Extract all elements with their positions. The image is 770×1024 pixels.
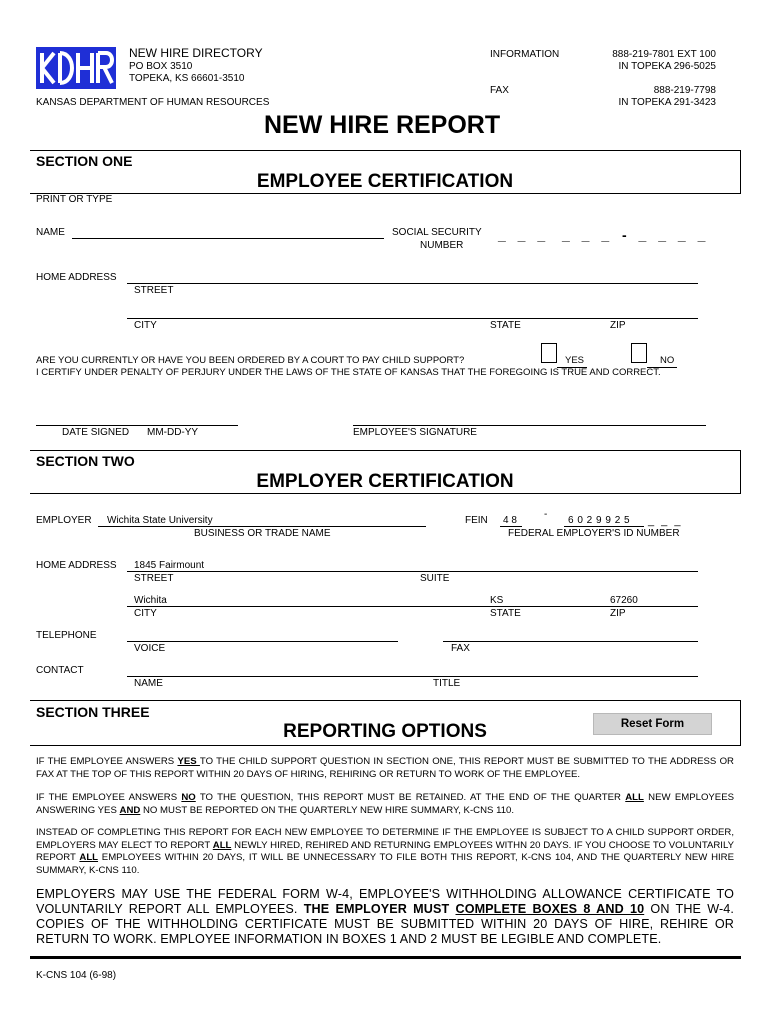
fax-label: FAX <box>490 85 509 96</box>
date-signed-field[interactable] <box>36 425 238 426</box>
date-signed-label: DATE SIGNED <box>62 427 130 438</box>
employer-street-value[interactable]: 1845 Fairmount <box>134 560 205 571</box>
reporting-paragraph-4 <box>36 887 734 947</box>
employee-name-label: NAME <box>36 227 65 238</box>
contact-label: CONTACT <box>36 665 84 676</box>
print-or-type-note: PRINT OR TYPE <box>36 194 113 205</box>
page-title: NEW HIRE REPORT <box>264 111 501 139</box>
ssn-field-group1[interactable]: _ _ _ <box>498 227 550 243</box>
p3-text-c: EMPLOYEES WITHIN 20 DAYS, IT WILL BE UNNECESSARY TO FILE BOTH THIS REPORT, K-CNS 104, AND THE QUARTERLY NEW HIRE SUMMARY, K-CNS 110. <box>36 852 735 876</box>
p4-boxes-emphasis: COMPLETE BOXES 8 AND 10 <box>455 902 645 916</box>
employer-name-value[interactable]: Wichita State University <box>107 515 213 526</box>
employee-signature-label: EMPLOYEE'S SIGNATURE <box>353 427 477 438</box>
employer-city-value[interactable]: Wichita <box>134 595 167 606</box>
voice-phone-field[interactable] <box>127 641 398 642</box>
p4-text-a: EMPLOYERS MAY USE THE FEDERAL FORM W-4, EMPLOYEE'S WITHHOLDING ALLOWANCE CERTIFICATE TO VOLUNTARILY REPORT ALL EMPLOYEES. <box>36 887 734 916</box>
fax-local-phone: IN TOPEKA 291-3423 <box>618 97 716 108</box>
fax-phone-label: FAX <box>451 643 470 654</box>
p2-text-c: NEW EMPLOYEES ANSWERING YES <box>36 792 735 816</box>
employer-home-address-label: HOME ADDRESS <box>36 560 117 571</box>
agency-address-line2: TOPEKA, KS 66601-3510 <box>129 73 245 84</box>
employee-state-label: STATE <box>490 320 521 331</box>
form-number: K-CNS 104 (6-98) <box>36 970 117 981</box>
employee-name-field[interactable] <box>72 238 384 239</box>
child-support-question: ARE YOU CURRENTLY OR HAVE YOU BEEN ORDERED BY A COURT TO PAY CHILD SUPPORT? <box>36 355 465 366</box>
ssn-field-group3[interactable]: - _ _ _ _ <box>622 227 710 243</box>
employee-street-label: STREET <box>134 285 174 296</box>
fein-separator: - <box>544 509 548 520</box>
p4-text-d: ON THE W-4. COPIES OF THE WITHHOLDING CERTIFICATE MUST BE SUBMITTED WITHIN 20 DAYS OF HIRE, REHIRE OR RETURN TO WORK. EMPLOYEE INFORMATION IN BOXES 1 AND 2 MUST BE LEGIBLE AND COMPLETE. <box>36 902 734 946</box>
reset-form-button[interactable]: Reset Form <box>593 713 712 735</box>
employer-state-label: STATE <box>490 608 521 619</box>
department-name: KANSAS DEPARTMENT OF HUMAN RESOURCES <box>36 97 270 108</box>
employer-zip-label: ZIP <box>610 608 626 619</box>
employee-zip-label: ZIP <box>610 320 626 331</box>
certify-statement: I CERTIFY UNDER PENALTY OF PERJURY UNDER THE LAWS OF THE STATE OF KANSAS THAT THE FOREGOING IS TRUE AND CORRECT. <box>36 367 661 378</box>
child-support-no-checkbox[interactable] <box>631 343 647 363</box>
employer-city-label: CITY <box>134 608 157 619</box>
section-three-title: REPORTING OPTIONS <box>283 721 487 742</box>
child-support-yes-label: YES <box>565 355 585 366</box>
fein-part2[interactable]: 6 0 2 9 9 2 5 <box>568 515 631 526</box>
fax-phone-field[interactable] <box>443 641 698 642</box>
p2-text-d: NO MUST BE REPORTED ON THE QUARTERLY NEW HIRE SUMMARY, K-CNS 110. <box>140 804 515 816</box>
employer-state-value[interactable]: KS <box>490 595 504 606</box>
employer-name-field[interactable] <box>98 526 426 527</box>
employee-signature-field[interactable] <box>353 425 706 426</box>
p4-bold-text: THE EMPLOYER MUST <box>303 902 456 916</box>
date-format-label: MM-DD-YY <box>147 427 199 438</box>
employer-city-state-zip-field[interactable] <box>127 606 698 607</box>
fein-label: FEIN <box>465 515 488 526</box>
p2-and-emphasis: AND <box>119 804 141 816</box>
contact-field[interactable] <box>127 676 698 677</box>
fein-caption: FEDERAL EMPLOYER'S ID NUMBER <box>508 528 680 539</box>
contact-title-label: TITLE <box>433 678 461 689</box>
fein-part2-underline <box>564 526 644 527</box>
agency-address-line1: PO BOX 3510 <box>129 61 193 72</box>
ssn-field-group2[interactable]: _ _ _ <box>562 227 614 243</box>
employer-zip-value[interactable]: 67260 <box>610 595 638 606</box>
employer-street-field[interactable] <box>127 571 698 572</box>
p1-text-b: TO THE CHILD SUPPORT QUESTION IN SECTION ONE, THIS REPORT MUST BE SUBMITTED TO THE ADDRESS OR FAX AT THE TOP OF THIS REPORT WITHIN 20 DAYS OF HIRING, REHIRING OR RETURN TO WORK OF THE EMPLOYEE. <box>36 756 734 780</box>
p1-yes-emphasis: YES <box>177 756 200 767</box>
ssn-label-line2: NUMBER <box>420 240 464 251</box>
info-phone: 888-219-7801 EXT 100 <box>612 49 716 60</box>
section-two-label: SECTION TWO <box>36 453 135 469</box>
ssn-label-line1: SOCIAL SECURITY <box>392 227 482 238</box>
fein-part1-underline <box>500 526 522 527</box>
employer-suite-label: SUITE <box>420 573 450 584</box>
agency-name: NEW HIRE DIRECTORY <box>129 46 263 60</box>
p2-text-b: TO THE QUESTION, THIS REPORT MUST BE RETAINED. AT THE END OF THE QUARTER <box>195 792 626 803</box>
p3-text-b: NEWLY HIRED, REHIRED AND RETURNING EMPLOYEES WITHN 20 DAYS. IF YOU CHOOSE TO VOLUNTARILY REPORT <box>36 839 734 863</box>
telephone-label: TELEPHONE <box>36 630 97 641</box>
section-three-label: SECTION THREE <box>36 704 150 720</box>
reporting-paragraph-1 <box>36 756 734 781</box>
section-two-title: EMPLOYER CERTIFICATION <box>256 471 514 492</box>
child-support-yes-checkbox[interactable] <box>541 343 557 363</box>
fax-phone: 888-219-7798 <box>653 85 716 96</box>
reporting-paragraph-3 <box>36 827 734 877</box>
employer-label: EMPLOYER <box>36 515 92 526</box>
employer-street-label: STREET <box>134 573 174 584</box>
p3-all-emphasis-2: ALL <box>79 852 99 863</box>
section-one-label: SECTION ONE <box>36 153 133 169</box>
kdhr-logo <box>36 47 116 89</box>
employee-home-address-label: HOME ADDRESS <box>36 272 117 283</box>
fein-part1[interactable]: 4 8 <box>503 515 517 526</box>
fein-trailing-blanks[interactable]: _ _ _ <box>648 515 683 527</box>
p2-text-a: IF THE EMPLOYEE ANSWERS <box>36 792 182 803</box>
footer-divider <box>30 956 741 959</box>
section-one-title: EMPLOYEE CERTIFICATION <box>256 171 514 192</box>
p2-all-emphasis: ALL <box>625 792 644 803</box>
p3-all-emphasis-1: ALL <box>212 839 232 851</box>
employee-street-field[interactable] <box>127 283 698 284</box>
p2-no-emphasis: NO <box>181 792 196 803</box>
info-label: INFORMATION <box>490 49 560 60</box>
child-support-no-label: NO <box>660 355 675 366</box>
p3-text-a: INSTEAD OF COMPLETING THIS REPORT FOR EACH NEW EMPLOYEE TO DETERMINE IF THE EMPLOYEE IS SUBJECT TO A CHILD SUPPORT ORDER, EMPLOYERS MAY ELECT TO REPORT <box>36 827 734 851</box>
voice-phone-label: VOICE <box>134 643 166 654</box>
info-local-phone: IN TOPEKA 296-5025 <box>618 61 716 72</box>
p1-text-a: IF THE EMPLOYEE ANSWERS <box>36 756 178 767</box>
reporting-paragraph-2 <box>36 792 734 817</box>
business-name-label: BUSINESS OR TRADE NAME <box>194 528 331 539</box>
employee-city-state-zip-field[interactable] <box>127 318 698 319</box>
contact-name-label: NAME <box>134 678 163 689</box>
employee-city-label: CITY <box>134 320 157 331</box>
